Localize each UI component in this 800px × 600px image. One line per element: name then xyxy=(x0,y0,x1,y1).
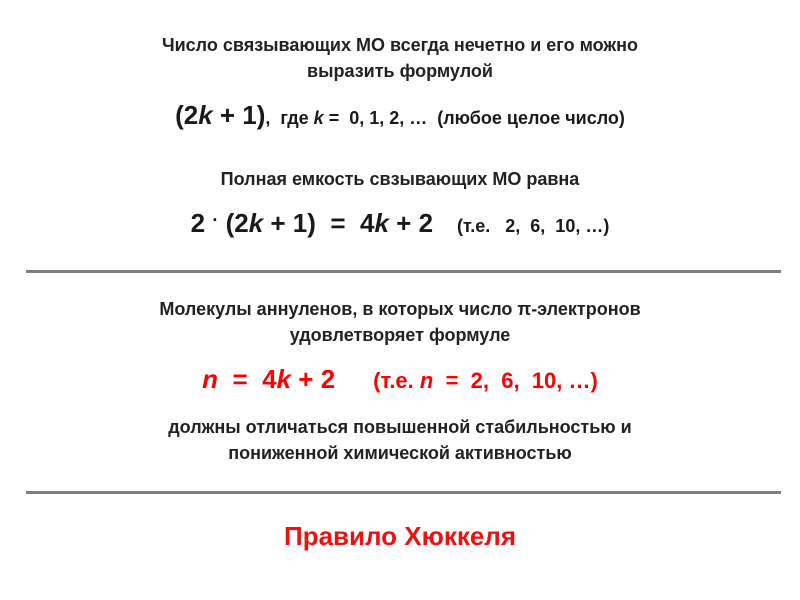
bonding-mo-text-line2: выразить формулой xyxy=(307,61,493,81)
huckel-rest: + 2 xyxy=(291,364,336,394)
huckel-note-n: n xyxy=(419,368,434,393)
formula-k-var: k xyxy=(313,108,324,128)
annulene-text-line1: Молекулы аннуленов, в которых число π-электронов xyxy=(159,299,641,319)
stability-text-line2: пониженной химической активностью xyxy=(228,443,572,463)
divider-top xyxy=(26,270,781,273)
formula-where: , где xyxy=(265,108,314,128)
capacity-part2: (2 xyxy=(218,208,249,238)
stability-text-line1: должны отличаться повышенной стабильностью и xyxy=(168,417,632,437)
formula-k: k xyxy=(198,100,213,130)
formula-expr-open: (2 xyxy=(175,100,199,130)
huckel-k: k xyxy=(276,364,292,394)
capacity-text: Полная емкость свзывающих МО равна xyxy=(220,169,580,189)
multiplication-dot: · xyxy=(212,210,219,230)
huckel-note-rest: = 2, 6, 10, …) xyxy=(433,368,598,393)
formula-expr-rest: + 1) xyxy=(212,100,266,130)
formula-odd-mo xyxy=(0,100,800,131)
huckel-n: n xyxy=(202,364,219,394)
capacity-k1: k xyxy=(248,208,264,238)
huckel-note-open: (т.е. xyxy=(373,368,420,393)
capacity-note: (т.е. 2, 6, 10, …) xyxy=(457,216,610,236)
formula-capacity xyxy=(0,208,800,239)
formula-huckel xyxy=(0,364,800,395)
capacity-part3: + 1) = 4 xyxy=(263,208,375,238)
bonding-mo-text-line1: Число связывающих МО всегда нечетно и его можно xyxy=(161,35,639,55)
capacity-k2: k xyxy=(374,208,389,238)
formula-k-values: = 0, 1, 2, … (любое целое число) xyxy=(323,108,625,128)
capacity-part4: + 2 xyxy=(388,208,434,238)
capacity-part1: 2 xyxy=(190,208,213,238)
divider-bottom xyxy=(26,491,781,494)
huckel-eq: = 4 xyxy=(218,364,277,394)
annulene-text-line2: удовлетворяет формуле xyxy=(289,325,511,345)
huckel-rule-title: Правило Хюккеля xyxy=(284,521,516,551)
